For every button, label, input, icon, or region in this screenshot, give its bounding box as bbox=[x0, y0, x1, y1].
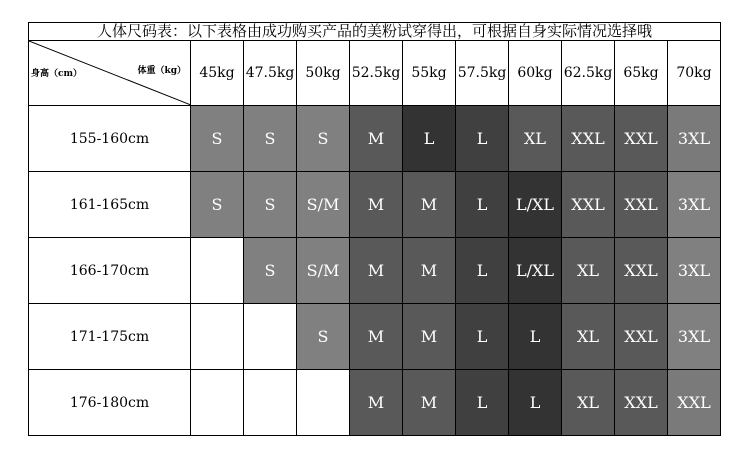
size-table bbox=[28, 40, 721, 436]
size-cell: M bbox=[403, 304, 456, 370]
size-cell: 3XL bbox=[668, 304, 721, 370]
size-cell: L/XL bbox=[509, 238, 562, 304]
size-cell bbox=[244, 304, 297, 370]
size-cell: M bbox=[403, 238, 456, 304]
size-cell: L bbox=[509, 370, 562, 436]
table-row bbox=[29, 238, 721, 304]
size-cell: XXL bbox=[562, 106, 615, 172]
size-cell: L bbox=[456, 238, 509, 304]
size-cell: M bbox=[403, 172, 456, 238]
size-cell: S bbox=[244, 106, 297, 172]
size-cell: L bbox=[509, 304, 562, 370]
size-cell: XXL bbox=[562, 172, 615, 238]
size-cell: L bbox=[456, 172, 509, 238]
size-cell: 3XL bbox=[668, 106, 721, 172]
table-row bbox=[29, 106, 721, 172]
corner-header-cell bbox=[29, 41, 191, 106]
weight-header-cell: 47.5kg bbox=[244, 41, 297, 106]
size-cell bbox=[244, 370, 297, 436]
size-cell: S bbox=[191, 106, 244, 172]
size-cell: S/M bbox=[297, 238, 350, 304]
size-cell: 3XL bbox=[668, 172, 721, 238]
size-cell: XXL bbox=[615, 304, 668, 370]
size-cell: S bbox=[297, 304, 350, 370]
height-header-cell: 161-165cm bbox=[29, 172, 191, 238]
header-row bbox=[29, 41, 721, 106]
weight-header-cell: 50kg bbox=[297, 41, 350, 106]
size-cell: XXL bbox=[615, 172, 668, 238]
weight-header-cell: 55kg bbox=[403, 41, 456, 106]
size-cell: XL bbox=[562, 304, 615, 370]
size-cell: XL bbox=[562, 238, 615, 304]
height-header-cell: 166-170cm bbox=[29, 238, 191, 304]
size-cell: S/M bbox=[297, 172, 350, 238]
height-axis-label: 身高（cm） bbox=[31, 69, 83, 79]
size-cell: XXL bbox=[615, 370, 668, 436]
table-row bbox=[29, 304, 721, 370]
size-cell: M bbox=[350, 370, 403, 436]
height-header-cell: 155-160cm bbox=[29, 106, 191, 172]
size-cell bbox=[297, 370, 350, 436]
weight-header-cell: 60kg bbox=[509, 41, 562, 106]
weight-header-cell: 45kg bbox=[191, 41, 244, 106]
size-cell: XXL bbox=[615, 106, 668, 172]
size-cell: M bbox=[350, 106, 403, 172]
weight-header-cell: 70kg bbox=[668, 41, 721, 106]
height-header-cell: 171-175cm bbox=[29, 304, 191, 370]
size-cell: M bbox=[403, 370, 456, 436]
size-cell bbox=[191, 238, 244, 304]
table-row bbox=[29, 172, 721, 238]
size-cell: M bbox=[350, 238, 403, 304]
size-cell: XXL bbox=[615, 238, 668, 304]
size-cell: XL bbox=[509, 106, 562, 172]
weight-header-cell: 62.5kg bbox=[562, 41, 615, 106]
table-row bbox=[29, 370, 721, 436]
size-cell: S bbox=[297, 106, 350, 172]
size-cell: XL bbox=[562, 370, 615, 436]
size-cell: M bbox=[350, 172, 403, 238]
size-cell: S bbox=[244, 172, 297, 238]
size-cell: XXL bbox=[668, 370, 721, 436]
size-chart bbox=[28, 22, 721, 438]
weight-header-cell: 52.5kg bbox=[350, 41, 403, 106]
size-cell bbox=[191, 304, 244, 370]
weight-header-cell: 57.5kg bbox=[456, 41, 509, 106]
size-cell: 3XL bbox=[668, 238, 721, 304]
size-cell: L bbox=[456, 370, 509, 436]
weight-axis-label: 体重（kg） bbox=[137, 66, 186, 76]
size-cell: L bbox=[456, 106, 509, 172]
weight-header-cell: 65kg bbox=[615, 41, 668, 106]
chart-title: 人体尺码表：以下表格由成功购买产品的美粉试穿得出，可根据自身实际情况选择哦 bbox=[28, 22, 721, 40]
size-cell: L bbox=[403, 106, 456, 172]
size-cell: S bbox=[244, 238, 297, 304]
size-cell: M bbox=[350, 304, 403, 370]
height-header-cell: 176-180cm bbox=[29, 370, 191, 436]
size-cell bbox=[191, 370, 244, 436]
size-cell: L bbox=[456, 304, 509, 370]
size-cell: S bbox=[191, 172, 244, 238]
size-cell: L/XL bbox=[509, 172, 562, 238]
